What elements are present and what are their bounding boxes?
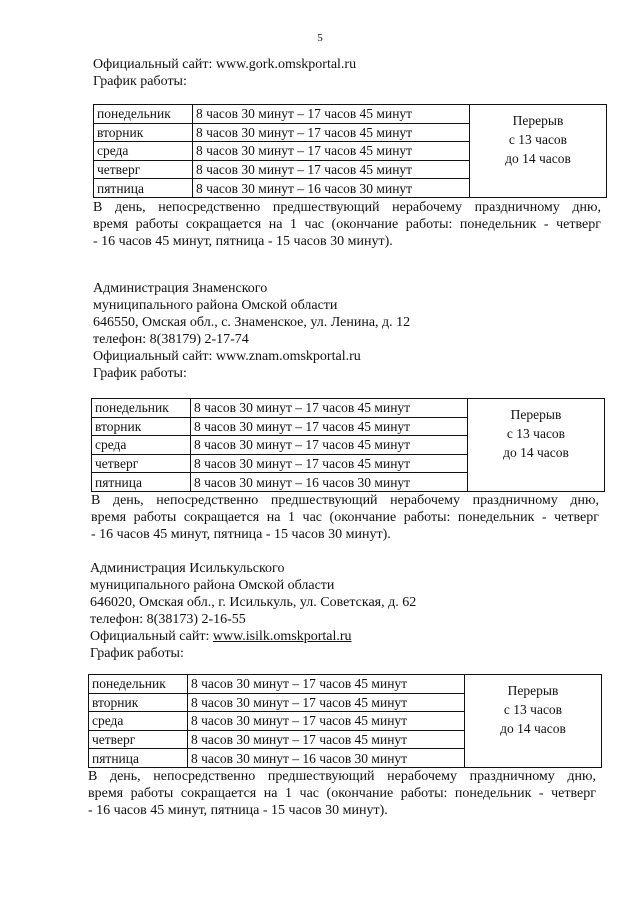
break-line: до 14 часов <box>500 721 566 736</box>
website-label: Официальный сайт: <box>93 57 213 72</box>
shortened-day-note <box>88 768 596 819</box>
website-line <box>90 628 610 645</box>
day-cell: среда <box>89 712 188 731</box>
address-line: 646020, Омская обл., г. Исилькуль, ул. Советская, д. 62 <box>90 595 417 610</box>
schedule-label: График работы: <box>93 74 187 89</box>
schedule-label: График работы: <box>93 366 187 381</box>
hours-cell: 8 часов 30 минут – 17 часов 45 минут <box>193 142 470 161</box>
hours-cell: 8 часов 30 минут – 17 часов 45 минут <box>191 454 468 473</box>
website-link[interactable]: www.isilk.omskportal.ru <box>212 629 352 644</box>
break-line: до 14 часов <box>505 151 571 166</box>
hours-cell: 8 часов 30 минут – 17 часов 45 минут <box>193 123 470 142</box>
hours-cell: 8 часов 30 минут – 17 часов 45 минут <box>191 417 468 436</box>
org-name-line: муниципального района Омской области <box>93 298 338 313</box>
day-cell: понедельник <box>92 399 191 418</box>
note-line: В день, непосредственно предшествующий нерабочему праздничному дню, <box>88 769 596 784</box>
day-cell: понедельник <box>94 105 193 124</box>
break-line: с 13 часов <box>503 702 563 717</box>
day-cell: пятница <box>89 749 188 768</box>
note-line: время работы сокращается на 1 час (окончание работы: понедельник - четверг <box>91 510 599 525</box>
hours-cell: 8 часов 30 минут – 16 часов 30 минут <box>193 179 470 198</box>
section-gork-contacts <box>93 56 613 90</box>
org-name-line: муниципального района Омской области <box>90 578 335 593</box>
hours-cell: 8 часов 30 минут – 17 часов 45 минут <box>188 730 465 749</box>
day-cell: пятница <box>92 473 191 492</box>
day-cell: понедельник <box>89 675 188 694</box>
break-line: Перерыв <box>510 407 562 422</box>
hours-cell: 8 часов 30 минут – 17 часов 45 минут <box>191 436 468 455</box>
hours-cell: 8 часов 30 минут – 16 часов 30 минут <box>188 749 465 768</box>
schedule-table <box>88 674 602 768</box>
address-line: 646550, Омская обл., с. Знаменское, ул. Ленина, д. 12 <box>93 315 411 330</box>
phone-line: телефон: 8(38179) 2-17-74 <box>93 332 249 347</box>
note-line: - 16 часов 45 минут, пятница - 15 часов 30 минут). <box>93 234 393 249</box>
hours-cell: 8 часов 30 минут – 17 часов 45 минут <box>188 712 465 731</box>
day-cell: вторник <box>92 417 191 436</box>
day-cell: вторник <box>89 693 188 712</box>
note-line: В день, непосредственно предшествующий нерабочему праздничному дню, <box>91 493 599 508</box>
schedule-table <box>91 398 605 492</box>
break-line: Перерыв <box>507 683 559 698</box>
day-cell: четверг <box>89 730 188 749</box>
hours-cell: 8 часов 30 минут – 17 часов 45 минут <box>191 399 468 418</box>
day-cell: среда <box>94 142 193 161</box>
day-cell: четверг <box>92 454 191 473</box>
website-line <box>93 348 613 365</box>
table-row <box>89 675 602 694</box>
note-line: время работы сокращается на 1 час (окончание работы: понедельник - четверг <box>88 786 596 801</box>
break-line: с 13 часов <box>508 132 568 147</box>
table-row <box>94 105 607 124</box>
day-cell: четверг <box>94 160 193 179</box>
break-line: до 14 часов <box>503 445 569 460</box>
table-row <box>92 399 605 418</box>
phone-line: телефон: 8(38173) 2-16-55 <box>90 612 246 627</box>
note-line: - 16 часов 45 минут, пятница - 15 часов 30 минут). <box>88 803 388 818</box>
day-cell: вторник <box>94 123 193 142</box>
org-name-line: Администрация Исилькульского <box>90 561 285 576</box>
website-line <box>93 56 613 73</box>
website-label: Официальный сайт: <box>93 349 213 364</box>
section-znam-contacts <box>93 280 613 382</box>
shortened-day-note <box>93 199 601 250</box>
hours-cell: 8 часов 30 минут – 17 часов 45 минут <box>193 105 470 124</box>
schedule-label: График работы: <box>90 646 184 661</box>
website-link[interactable]: www.gork.omskportal.ru <box>215 57 357 72</box>
website-link[interactable]: www.znam.omskportal.ru <box>215 349 361 364</box>
break-cell <box>468 399 605 492</box>
page-number: 5 <box>317 32 323 44</box>
break-line: с 13 часов <box>506 426 566 441</box>
section-isilk-contacts <box>90 560 610 662</box>
day-cell: пятница <box>94 179 193 198</box>
day-cell: среда <box>92 436 191 455</box>
note-line: В день, непосредственно предшествующий нерабочему праздничному дню, <box>93 200 601 215</box>
hours-cell: 8 часов 30 минут – 16 часов 30 минут <box>191 473 468 492</box>
break-cell <box>470 105 607 198</box>
website-label: Официальный сайт: <box>90 629 210 644</box>
org-name-line: Администрация Знаменского <box>93 281 268 296</box>
hours-cell: 8 часов 30 минут – 17 часов 45 минут <box>188 675 465 694</box>
shortened-day-note <box>91 492 599 543</box>
break-cell <box>465 675 602 768</box>
break-line: Перерыв <box>512 113 564 128</box>
note-line: время работы сокращается на 1 час (окончание работы: понедельник - четверг <box>93 217 601 232</box>
hours-cell: 8 часов 30 минут – 17 часов 45 минут <box>193 160 470 179</box>
hours-cell: 8 часов 30 минут – 17 часов 45 минут <box>188 693 465 712</box>
schedule-table <box>93 104 607 198</box>
note-line: - 16 часов 45 минут, пятница - 15 часов 30 минут). <box>91 527 391 542</box>
